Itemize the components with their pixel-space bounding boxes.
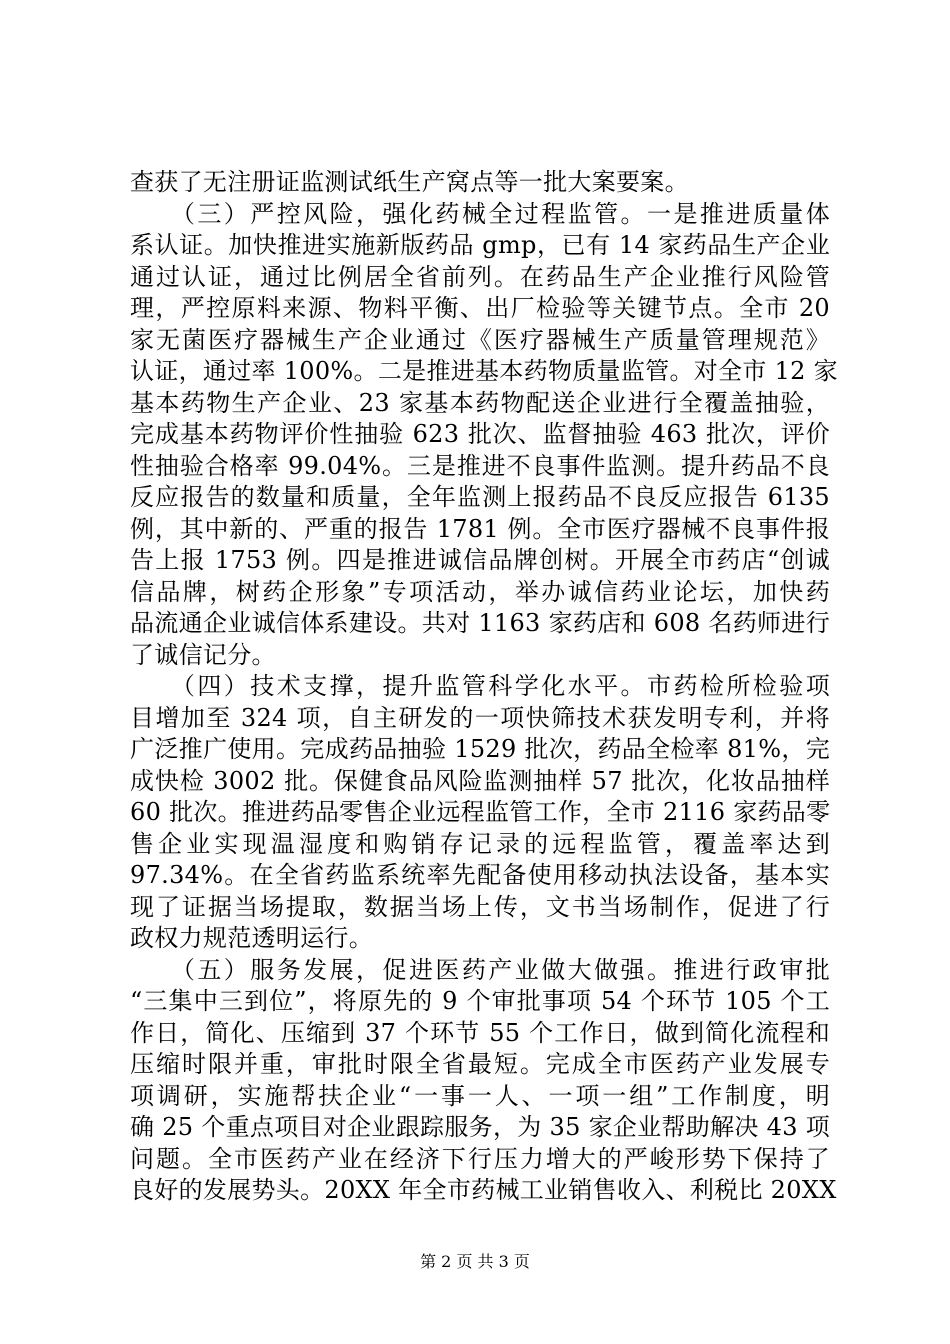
text-line: 例，其中新的、严重的报告 1781 例。全市医疗器械不良事件报	[130, 514, 830, 543]
text-line: 性抽验合格率 99.04%。三是推进不良事件监测。提升药品不良	[130, 451, 830, 480]
text-line: 广泛推广使用。完成药品抽验 1529 批次，药品全检率 81%，完	[130, 735, 830, 763]
text-line: 良好的发展势头。20XX 年全市药械工业销售收入、利税比 20XX	[130, 1176, 837, 1204]
text-line: （四）技术支撑，提升监管科学化水平。市药检所检验项	[130, 672, 830, 700]
text-line: 信品牌，树药企形象”专项活动，举办诚信药业论坛，加快药	[130, 577, 830, 606]
text-line: 作日，简化、压缩到 37 个环节 55 个工作日，做到简化流程和	[130, 1018, 830, 1047]
text-line: 97.34%。在全省药监系统率先配备使用移动执法设备，基本实	[130, 861, 830, 889]
text-line: 系认证。加快推进实施新版药品 gmp，已有 14 家药品生产企业	[130, 231, 830, 259]
text-line: 品流通企业诚信体系建设。共对 1163 家药店和 608 名药师进行	[130, 609, 830, 637]
text-line: 确 25 个重点项目对企业跟踪服务，为 35 家企业帮助解决 43 项	[130, 1113, 830, 1141]
text-line: 项调研，实施帮扶企业“一事一人、一项一组”工作制度，明	[130, 1081, 830, 1110]
text-line: 查获了无注册证监测试纸生产窝点等一批大案要案。	[130, 168, 689, 196]
text-line: 完成基本药物评价性抽验 623 批次、监督抽验 463 批次，评价	[130, 420, 830, 448]
text-line: 理，严控原料来源、物料平衡、出厂检验等关键节点。全市 20	[130, 294, 830, 322]
text-line: 了诚信记分。	[130, 640, 276, 669]
text-line: 压缩时限并重，审批时限全省最短。完成全市医药产业发展专	[130, 1050, 830, 1078]
text-line: 60 批次。推进药品零售企业远程监管工作，全市 2116 家药品零	[130, 798, 831, 826]
text-line: （三）严控风险，强化药械全过程监管。一是推进质量体	[130, 199, 830, 228]
text-line: 成快检 3002 批。保健食品风险监测抽样 57 批次，化妆品抽样	[130, 766, 830, 795]
text-line: （五）服务发展，促进医药产业做大做强。推进行政审批	[130, 955, 830, 984]
text-line: 现了证据当场提取，数据当场上传，文书当场制作，促进了行	[130, 892, 830, 921]
text-line: 政权力规范透明运行。	[130, 924, 373, 952]
text-line: “三集中三到位”，将原先的 9 个审批事项 54 个环节 105 个工	[130, 987, 830, 1015]
text-line: 售企业实现温湿度和购销存记录的远程监管，覆盖率达到	[130, 829, 830, 858]
text-line: 反应报告的数量和质量，全年监测上报药品不良反应报告 6135	[130, 483, 830, 511]
text-line: 通过认证，通过比例居全省前列。在药品生产企业推行风险管	[130, 262, 830, 291]
text-line: 告上报 1753 例。四是推进诚信品牌创树。开展全市药店“创诚	[130, 546, 830, 574]
page-number-footer: 第 2 页 共 3 页	[420, 1252, 530, 1271]
text-line: 认证，通过率 100%。二是推进基本药物质量监管。对全市 12 家	[130, 357, 838, 385]
text-line: 问题。全市医药产业在经济下行压力增大的严峻形势下保持了	[130, 1144, 830, 1173]
text-line: 家无菌医疗器械生产企业通过《医疗器械生产质量管理规范》	[130, 325, 830, 354]
document-body	[130, 167, 838, 1207]
text-line: 目增加至 324 项，自主研发的一项快筛技术获发明专利，并将	[130, 703, 830, 732]
text-line: 基本药物生产企业、23 家基本药物配送企业进行全覆盖抽验，	[130, 388, 830, 417]
